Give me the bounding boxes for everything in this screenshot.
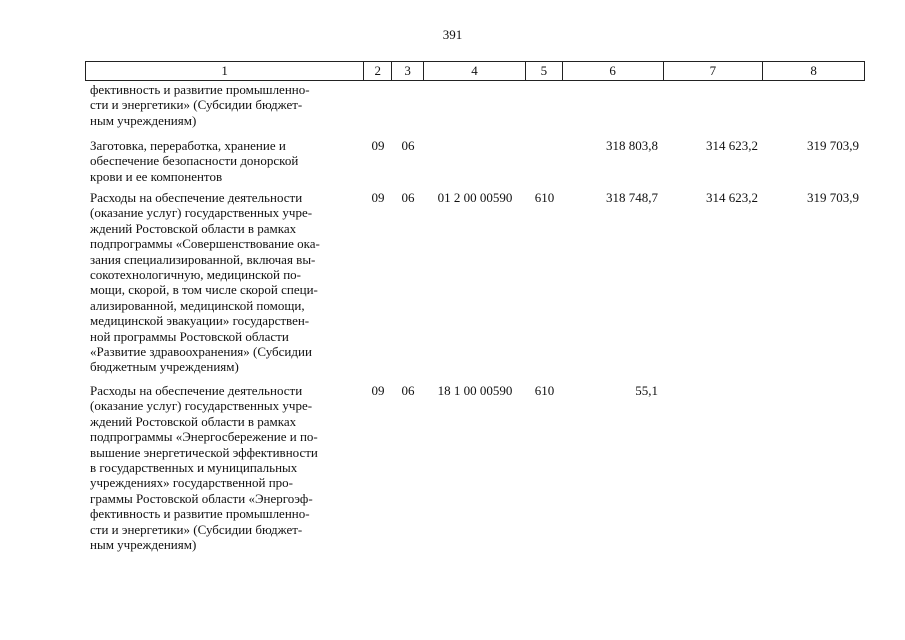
header-col-4: 4	[424, 62, 526, 80]
header-col-1: 1	[86, 62, 364, 80]
row-amount-year1: 55,1	[635, 383, 658, 398]
row-pr: 06	[401, 190, 415, 205]
row-rz: 09	[371, 138, 385, 153]
header-col-5: 5	[526, 62, 563, 80]
row-amount-year3: 319 703,9	[807, 190, 859, 205]
header-col-2: 2	[364, 62, 392, 80]
page-number: 391	[442, 27, 463, 42]
row-amount-year2: 314 623,2	[706, 190, 758, 205]
row-pr: 06	[401, 138, 415, 153]
row-amount-year3: 319 703,9	[807, 138, 859, 153]
row-vr: 610	[534, 190, 555, 205]
table-row	[85, 383, 865, 552]
row-csr	[424, 82, 526, 128]
row-vr: 610	[534, 383, 555, 398]
header-col-6: 6	[563, 62, 664, 80]
row-csr	[424, 138, 526, 184]
row-amount-year2	[664, 383, 764, 552]
table-row	[85, 190, 865, 375]
row-amount-year1: 318 803,8	[606, 138, 658, 153]
row-pr: 06	[401, 383, 415, 398]
row-csr: 01 2 00 00590	[437, 190, 513, 205]
row-pr	[392, 82, 424, 128]
row-description: фективность и развитие промышленно- сти и энергетики» (Субсидии бюджет- ным учреждениям)	[90, 82, 310, 128]
row-amount-year2	[664, 82, 764, 128]
row-vr	[526, 138, 563, 184]
header-col-7: 7	[664, 62, 764, 80]
row-rz: 09	[371, 190, 385, 205]
row-amount-year1: 318 748,7	[606, 190, 658, 205]
row-amount-year1	[563, 82, 664, 128]
row-description: Расходы на обеспечение деятельности (оказание услуг) государственных учре- ждений Ростовской области в рамках подпрограммы «Совершенствование ока- зания специализированной, включая вы- сокотехнологичную, медицинской по- мощи, скорой, в том числе скорой специ- ализированной, медицинской помощи, медицинской эвакуации» государствен- ной программы Ростовской области «Развитие здравоохранения» (Субсидии бюджетным учреждениям)	[90, 190, 320, 375]
row-rz	[364, 82, 392, 128]
table-row	[85, 138, 865, 184]
row-csr: 18 1 00 00590	[437, 383, 513, 398]
table-header	[85, 61, 865, 81]
row-rz: 09	[371, 383, 385, 398]
header-col-8: 8	[810, 63, 817, 78]
table-row	[85, 82, 865, 128]
row-description: Заготовка, переработка, хранение и обеспечение безопасности донорской крови и ее компонентов	[90, 138, 299, 184]
row-vr	[526, 82, 563, 128]
row-description: Расходы на обеспечение деятельности (оказание услуг) государственных учре- ждений Ростовской области в рамках подпрограммы «Энергосбережение и по- вышение энергетической эффективности в государственных и муниципальных учреждениях» государственной про- граммы Ростовской области «Энергоэф- фективность и развитие промышленно- сти и энергетики» (Субсидии бюджет- ным учреждениям)	[90, 383, 318, 553]
header-col-3: 3	[392, 62, 424, 80]
row-amount-year3	[764, 82, 865, 128]
row-amount-year3	[764, 383, 865, 552]
row-amount-year2: 314 623,2	[706, 138, 758, 153]
